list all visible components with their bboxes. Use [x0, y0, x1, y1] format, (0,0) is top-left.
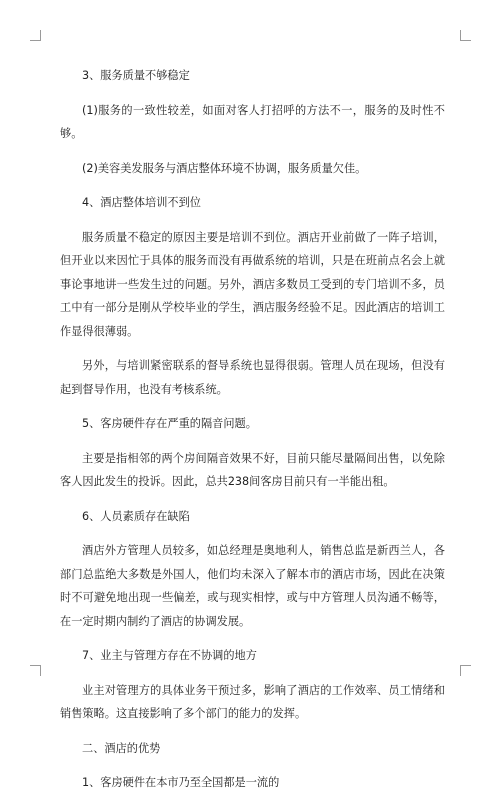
section-heading: 1、客房硬件在本市乃至全国都是一流的: [82, 776, 280, 789]
crop-mark-bottom-right: [460, 665, 471, 676]
paragraph: 服务质量不稳定的原因主要是培训不到位。酒店开业前做了一阵子培训，但开业以来因忙于具体的服务而没有再做系统的培训，只是在班前点名会上就事论事地讲一些发生过的问题。另外，酒店多数员工受到的专门培训不多，员工中有一部分是刚从学校毕业的学生，酒店服务经验不足。因此酒店的培训工作显得很薄弱。: [60, 230, 445, 338]
paragraph: 酒店外方管理人员较多，如总经理是奥地利人，销售总监是新西兰人，各部门总监绝大多数是外国人，他们均未深入了解本市的酒店市场，因此在决策时不可避免地出现一些偏差，或与现实相悖，或与中方管理人员沟通不畅等，在一定时期内制约了酒店的协调发展。: [60, 544, 445, 628]
crop-mark-top-right: [460, 30, 471, 41]
section-heading: 5、客房硬件存在严重的隔音问题。: [82, 417, 257, 430]
document-body: [60, 64, 445, 806]
crop-mark-bottom-left: [30, 665, 41, 676]
paragraph: 主要是指相邻的两个房间隔音效果不好，目前只能尽量隔间出售，以免除客人因此发生的投诉。因此，总共238间客房目前只有一半能出租。: [60, 451, 445, 488]
section-heading: 3、服务质量不够稳定: [82, 69, 190, 82]
section-heading: 4、酒店整体培训不到位: [82, 196, 201, 209]
section-heading: 7、业主与管理方存在不协调的地方: [82, 649, 257, 662]
crop-mark-top-left: [30, 30, 41, 41]
paragraph: (1)服务的一致性较差，如面对客人打招呼的方法不一，服务的及时性不够。: [60, 103, 445, 140]
section-heading: 6、人员素质存在缺陷: [82, 509, 190, 523]
paragraph: 业主对管理方的具体业务干预过多，影响了酒店的工作效率、员工情绪和销售策略。这直接影响了多个部门的能力的发挥。: [60, 683, 445, 720]
paragraph: 另外，与培训紧密联系的督导系统也显得很弱。管理人员在现场，但没有起到督导作用，也没有考核系统。: [60, 359, 445, 396]
paragraph: (2)美容美发服务与酒店整体环境不协调，服务质量欠佳。: [82, 161, 367, 175]
section-heading: 二、酒店的优势: [82, 741, 161, 755]
